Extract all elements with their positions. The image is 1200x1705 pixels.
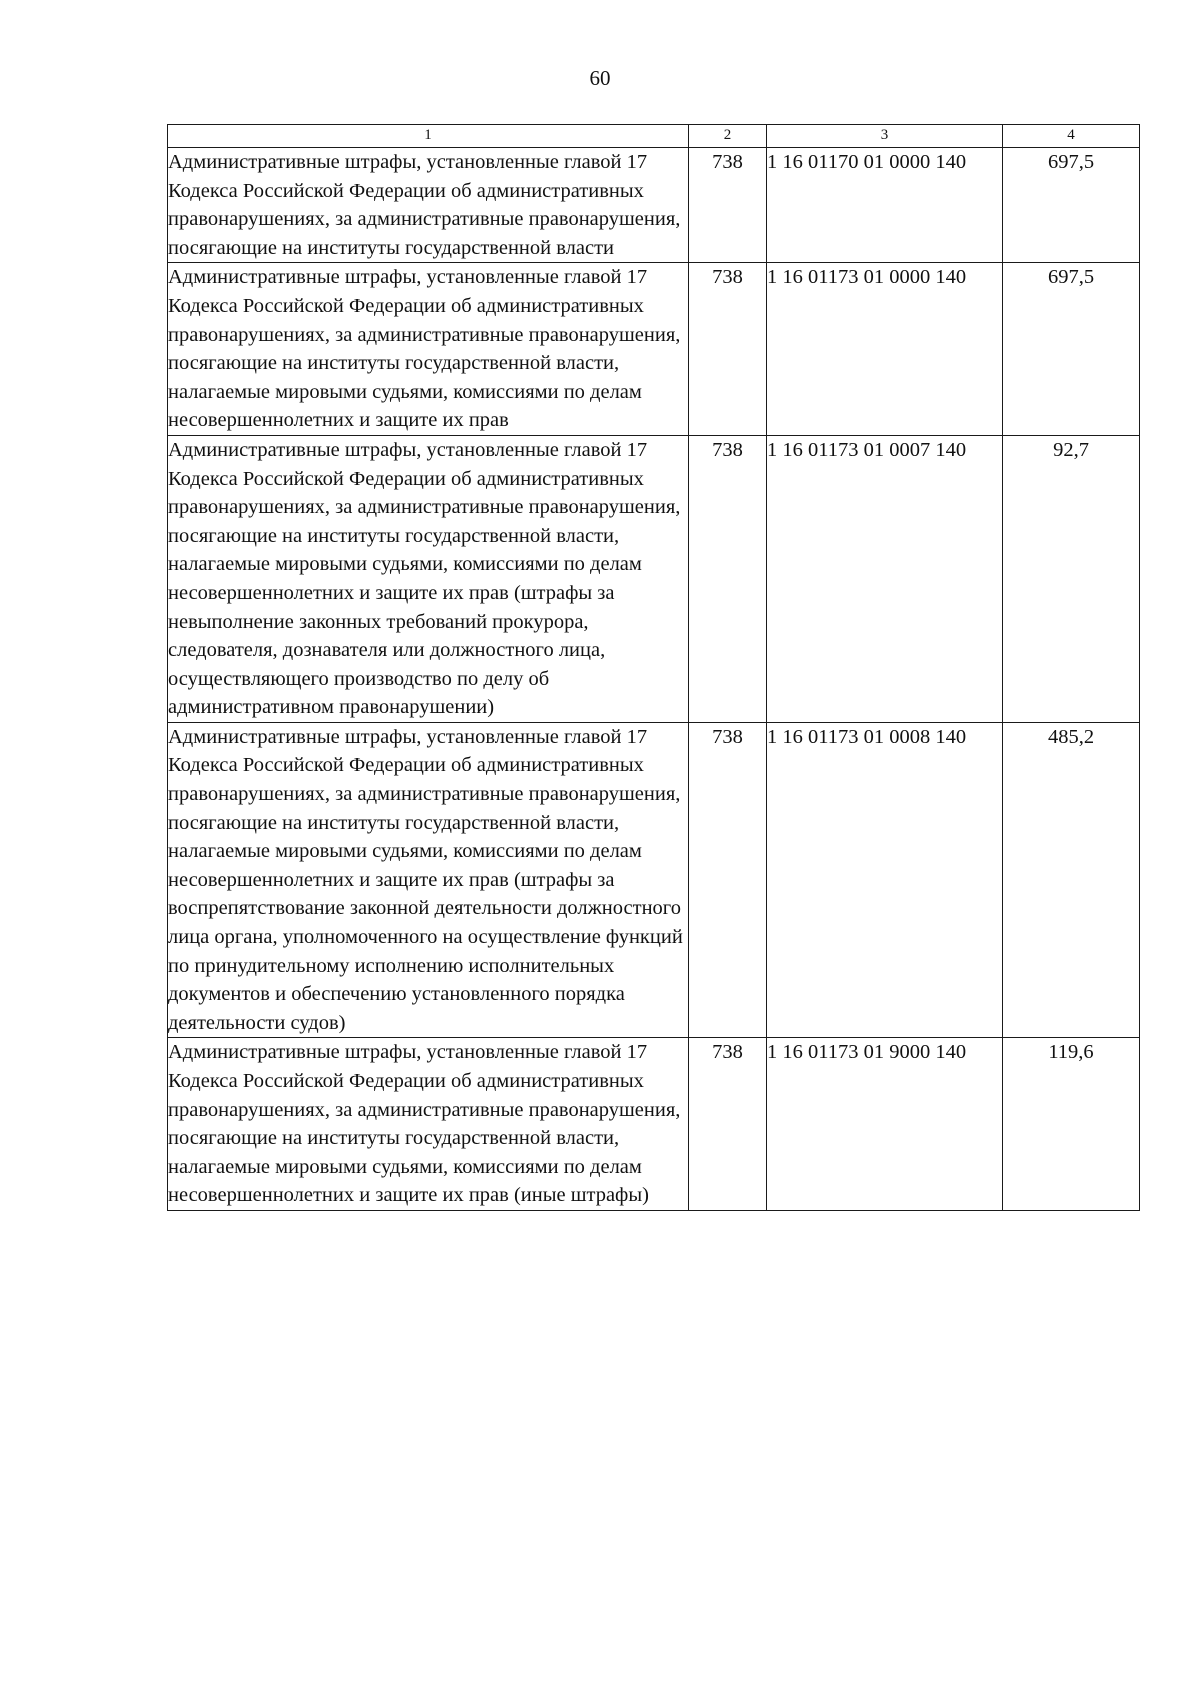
column-number-1: 1 <box>168 125 689 148</box>
administrator-code-cell: 738 <box>689 1038 767 1211</box>
table-row <box>168 148 1140 263</box>
table-row <box>168 722 1140 1038</box>
table-row <box>168 435 1140 722</box>
budget-classification-code-cell: 1 16 01170 01 0000 140 <box>767 148 1003 263</box>
budget-classification-code-cell: 1 16 01173 01 0000 140 <box>767 263 1003 436</box>
amount-cell: 697,5 <box>1003 263 1140 436</box>
budget-revenue-table <box>167 124 1140 1211</box>
amount-cell: 697,5 <box>1003 148 1140 263</box>
administrator-code-cell: 738 <box>689 263 767 436</box>
revenue-name-cell: Административные штрафы, установленные главой 17 Кодекса Российской Федерации об административных правонарушениях, за административные правонарушения, посягающие на институты государственной власти <box>168 148 689 263</box>
administrator-code-cell: 738 <box>689 435 767 722</box>
column-number-row <box>168 125 1140 148</box>
budget-classification-code-cell: 1 16 01173 01 0007 140 <box>767 435 1003 722</box>
amount-cell: 119,6 <box>1003 1038 1140 1211</box>
amount-cell: 92,7 <box>1003 435 1140 722</box>
administrator-code-cell: 738 <box>689 148 767 263</box>
column-number-3: 3 <box>767 125 1003 148</box>
budget-classification-code-cell: 1 16 01173 01 9000 140 <box>767 1038 1003 1211</box>
revenue-name-cell: Административные штрафы, установленные главой 17 Кодекса Российской Федерации об административных правонарушениях, за административные правонарушения, посягающие на институты государственной власти, налагаемые мировыми судьями, комиссиями по делам несовершеннолетних и защите их прав (штрафы за воспрепятствование законной деятельности должностного лица органа, уполномоченного на осуществление функций по принудительному исполнению исполнительных документов и обеспечению установленного порядка деятельности судов) <box>168 722 689 1038</box>
revenue-name-cell: Административные штрафы, установленные главой 17 Кодекса Российской Федерации об административных правонарушениях, за административные правонарушения, посягающие на институты государственной власти, налагаемые мировыми судьями, комиссиями по делам несовершеннолетних и защите их прав <box>168 263 689 436</box>
revenue-name-cell: Административные штрафы, установленные главой 17 Кодекса Российской Федерации об административных правонарушениях, за административные правонарушения, посягающие на институты государственной власти, налагаемые мировыми судьями, комиссиями по делам несовершеннолетних и защите их прав (штрафы за невыполнение законных требований прокурора, следователя, дознавателя или должностного лица, осуществляющего производство по делу об административном правонарушении) <box>168 435 689 722</box>
budget-classification-code-cell: 1 16 01173 01 0008 140 <box>767 722 1003 1038</box>
revenue-name-cell: Административные штрафы, установленные главой 17 Кодекса Российской Федерации об административных правонарушениях, за административные правонарушения, посягающие на институты государственной власти, налагаемые мировыми судьями, комиссиями по делам несовершеннолетних и защите их прав (иные штрафы) <box>168 1038 689 1211</box>
amount-cell: 485,2 <box>1003 722 1140 1038</box>
page-number: 60 <box>589 66 611 90</box>
administrator-code-cell: 738 <box>689 722 767 1038</box>
column-number-2: 2 <box>689 125 767 148</box>
table-row <box>168 263 1140 436</box>
table-row <box>168 1038 1140 1211</box>
column-number-4: 4 <box>1003 125 1140 148</box>
